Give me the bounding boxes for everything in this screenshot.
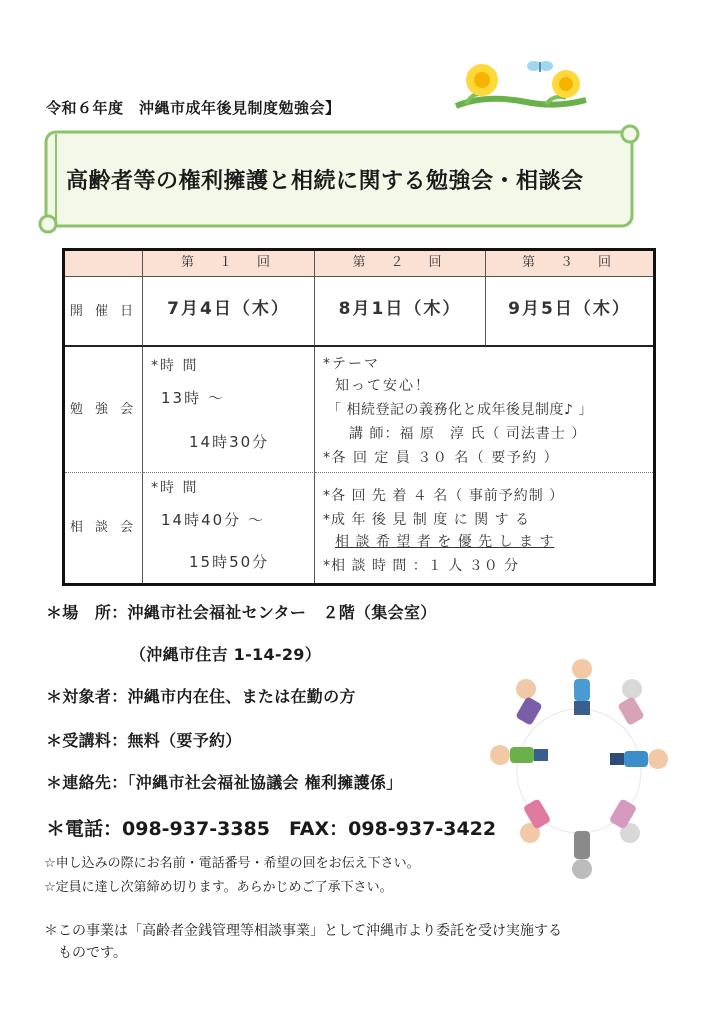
- consult-notes-cell: [315, 473, 653, 583]
- deadline-note: ☆定員に達し次第締め切ります。あらかじめご了承下さい。: [44, 880, 393, 895]
- header-session-2: 第 ２ 回: [315, 251, 486, 277]
- flowers-illustration: [446, 56, 598, 112]
- person-bottom-icon: [572, 831, 592, 879]
- apply-note: ☆申し込みの際にお名前・電話番号・希望の回をお伝え下さい。: [44, 856, 420, 871]
- consult-time-end: 15時50分: [189, 553, 270, 571]
- event-subtitle: 令和６年度 沖縄市成年後見制度勉強会】: [46, 99, 341, 117]
- consult-row-label: 相 談 会: [65, 473, 143, 583]
- study-theme-line-2: 「 相続登記の義務化と成年後見制度♪ 」: [327, 402, 593, 418]
- footer-note-line-2: ものです。: [58, 945, 127, 961]
- person-lower-right-icon: [609, 798, 640, 843]
- study-theme-line-1: 知って安心！: [335, 378, 431, 394]
- consult-note-1: *各 回 先 着 ４ 名（ 事前予約制 ）: [323, 488, 565, 504]
- flower-right-icon: [552, 70, 580, 98]
- person-left-icon: [490, 745, 548, 765]
- contact-line: ＊連絡先：「沖縄市社会福祉協議会 権利擁護係」: [46, 773, 403, 792]
- consult-note-3: 相 談 希 望 者 を 優 先 し ま す: [335, 534, 555, 550]
- person-right-icon: [610, 749, 668, 769]
- target-line: ＊対象者：沖縄市内在住、または在勤の方: [46, 687, 356, 706]
- consult-time-start: 14時40分 ～: [161, 511, 265, 529]
- person-upper-left-icon: [515, 679, 543, 726]
- header-session-3: 第 ３ 回: [486, 251, 653, 277]
- person-upper-right-icon: [617, 679, 645, 726]
- butterfly-icon: [527, 61, 553, 72]
- study-lecturer: 講 師：福 原 淳 氏（ 司法書士 ）: [349, 426, 587, 442]
- fee-line: ＊受講料：無料（要予約）: [46, 731, 242, 750]
- venue-address: （沖縄市住吉 1-14-29）: [130, 645, 322, 664]
- table-header-blank: [65, 251, 143, 277]
- study-time-cell: [143, 347, 315, 473]
- consult-time-heading: *時 間: [151, 480, 199, 496]
- event-title: 高齢者等の権利擁護と相続に関する勉強会・相談会: [66, 169, 584, 194]
- date-row-label: 開 催 日: [65, 277, 143, 347]
- study-theme-heading: *テーマ: [323, 356, 380, 372]
- footer-note-line-1: ＊この事業は「高齢者金銭管理等相談事業」として沖縄市より委託を受け実施する: [44, 923, 562, 939]
- people-circle-illustration: [486, 655, 672, 885]
- study-time-end: 14時30分: [189, 433, 270, 451]
- phone-fax-line: ＊電話：098-937-3385 FAX：098-937-3422: [46, 818, 497, 840]
- study-capacity: *各 回 定 員 ３０ 名（ 要予約 ）: [323, 450, 560, 466]
- study-time-start: 13時 ～: [161, 389, 225, 407]
- consult-note-2: *成 年 後 見 制 度 に 関 す る: [323, 512, 531, 528]
- person-lower-left-icon: [520, 798, 551, 843]
- study-time-heading: *時 間: [151, 358, 199, 374]
- venue-line: ＊場 所：沖縄市社会福祉センター ２階（集会室）: [46, 603, 437, 622]
- study-theme-cell: [315, 347, 653, 473]
- header-session-1: 第 １ 回: [143, 251, 315, 277]
- date-session-3: 9月5日（木）: [486, 277, 653, 347]
- study-row-label: 勉 強 会: [65, 347, 143, 473]
- consult-time-cell: [143, 473, 315, 583]
- date-session-2: 8月1日（木）: [315, 277, 486, 347]
- flower-left-icon: [466, 64, 498, 96]
- schedule-table: [62, 248, 656, 586]
- date-session-1: 7月4日（木）: [143, 277, 315, 347]
- consult-note-4: *相 談 時 間 ：１ 人 ３０ 分: [323, 558, 520, 574]
- person-top-icon: [572, 659, 592, 715]
